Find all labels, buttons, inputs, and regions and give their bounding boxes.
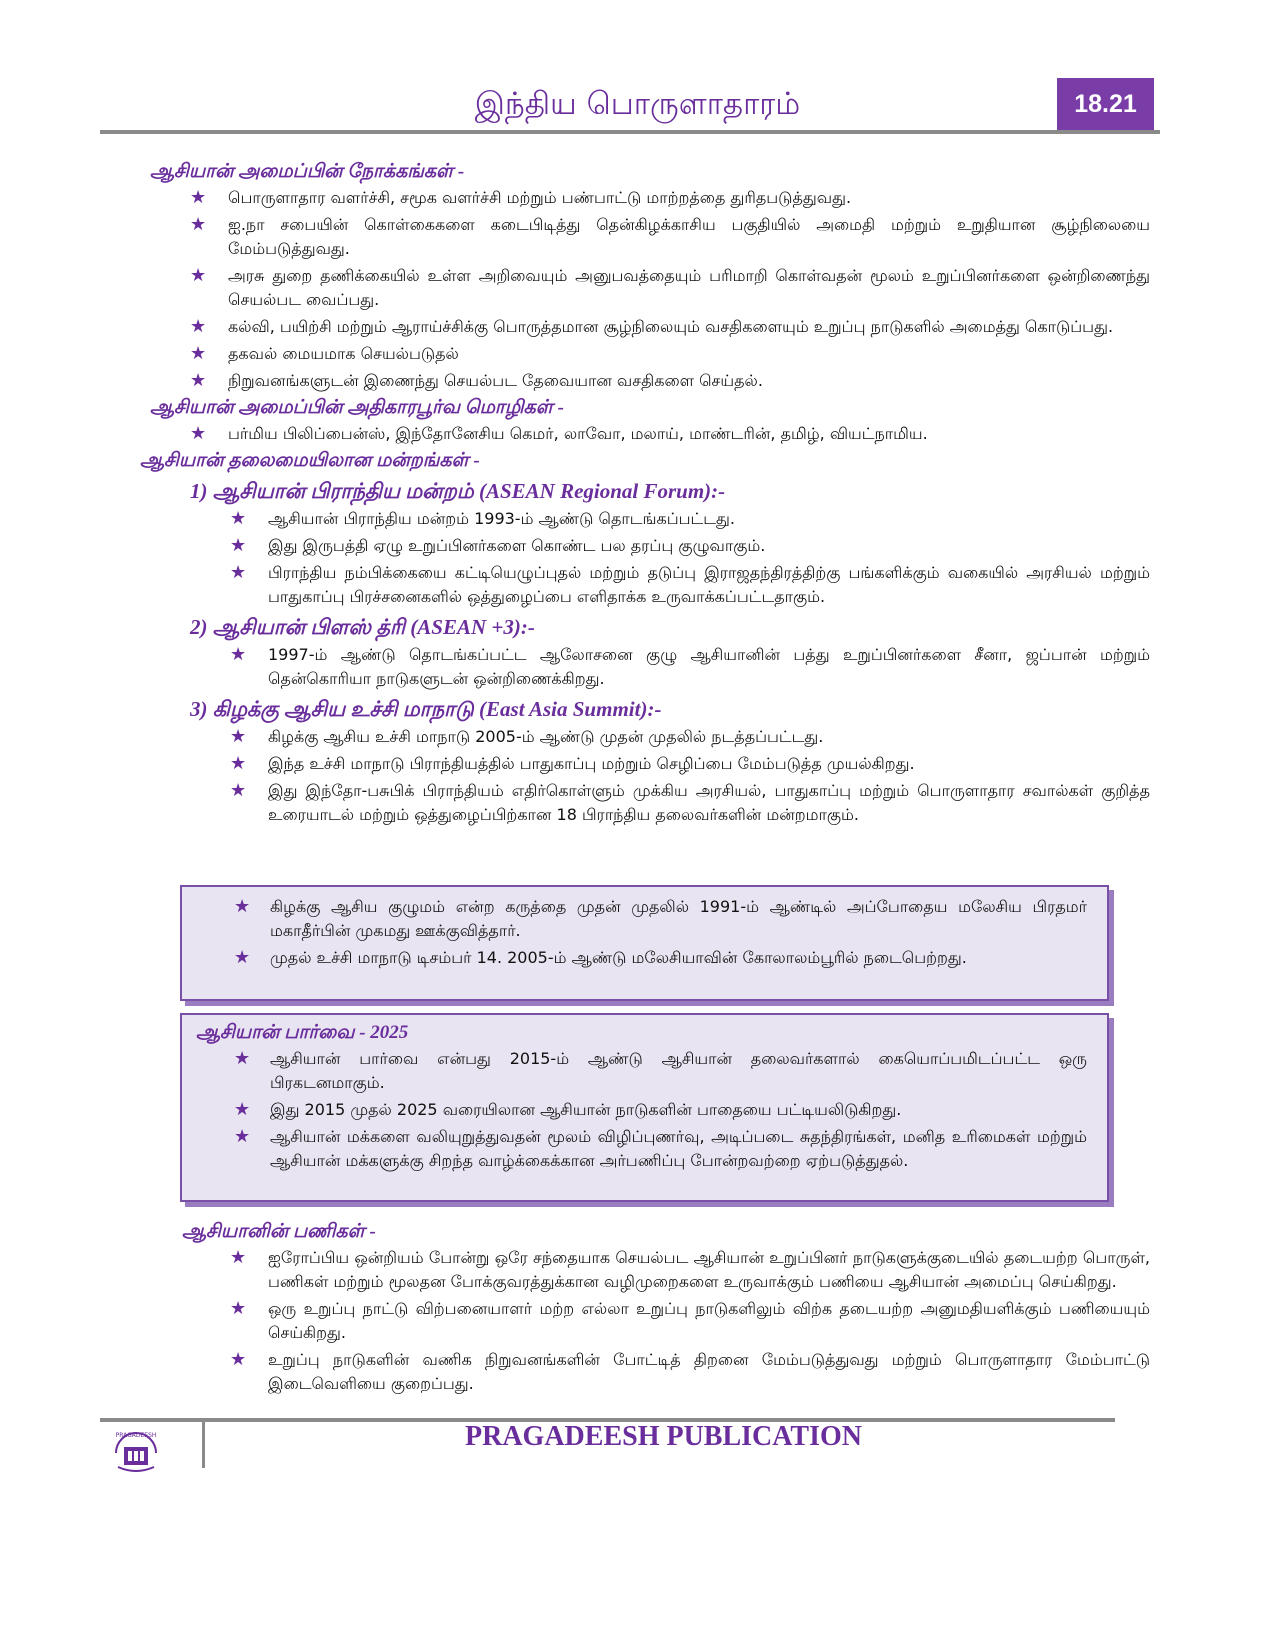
forums-heading: ஆசியான் தலைமையிலான மன்றங்கள் - <box>140 450 480 471</box>
list-item: ★ கல்வி, பயிற்சி மற்றும் ஆராய்ச்சிக்கு பொருத்தமான சூழ்நிலையும் வசதிகளையும் உறுப்பு நாடுகளில் அமைத்து கொடுப்பது. <box>190 316 1114 337</box>
list-item: ★ ஐ.நா சபையின் கொள்கைகளை கடைபிடித்து தென்கிழக்காசிய பகுதியில் அமைதி மற்றும் உறுதியான சூழ்நிலையை மேம்படுத்துவது. <box>190 214 1150 258</box>
page-number-badge: 18.21 <box>1057 78 1154 130</box>
footer-vertical-divider <box>202 1420 205 1468</box>
list-item: ★ கிழக்கு ஆசிய குழுமம் என்ற கருத்தை முதன் முதலில் 1991-ம் ஆண்டில் அப்போதைய மலேசிய பிரதமர் மகாதீர்பின் முகமது ஊக்குவித்தார். <box>234 896 1087 940</box>
list-item: ★ முதல் உச்சி மாநாடு டிசம்பர் 14. 2005-ம் ஆண்டு மலேசியாவின் கோலாலம்பூரில் நடைபெற்றது. <box>234 947 967 968</box>
plus3-list <box>100 643 1160 691</box>
star-bullet-icon: ★ <box>230 1349 247 1370</box>
star-bullet-icon: ★ <box>230 508 247 529</box>
star-bullet-icon: ★ <box>234 947 251 968</box>
list-item: ★ பொருளாதார வளர்ச்சி, சமூக வளர்ச்சி மற்றும் பண்பாட்டு மாற்றத்தை துரிதபடுத்துவது. <box>190 187 852 208</box>
languages-list <box>100 422 1160 446</box>
list-item: ★ இது இந்தோ-பசுபிக் பிராந்தியம் எதிர்கொள்ளும் முக்கிய அரசியல், பாதுகாப்பு மற்றும் பொருளாதார சவால்கள் குறித்த உரையாடல் மற்றும் ஒத்துழைப்பிற்கான 18 பிராந்திய தலைவர்களின் மன்றமாகும். <box>230 780 1150 824</box>
list-item: ★ ஒரு உறுப்பு நாட்டு விற்பனையாளர் மற்ற எல்லா உறுப்பு நாடுகளிலும் விற்க தடையற்ற அனுமதியளிக்கும் பணியையும் செய்கிறது. <box>230 1298 1150 1342</box>
star-bullet-icon: ★ <box>230 535 247 556</box>
objectives-heading: ஆசியான் அமைப்பின் நோக்கங்கள் - <box>150 161 465 182</box>
star-bullet-icon: ★ <box>230 726 247 747</box>
star-bullet-icon: ★ <box>234 1126 251 1147</box>
languages-heading: ஆசியான் அமைப்பின் அதிகாரபூர்வ மொழிகள் - <box>150 397 564 418</box>
list-item: ★ நிறுவனங்களுடன் இணைந்து செயல்பட தேவையான வசதிகளை செய்தல். <box>190 370 763 391</box>
publisher-name: PRAGADEESH PUBLICATION <box>465 1421 862 1452</box>
eas-title: 3) கிழக்கு ஆசிய உச்சி மாநாடு (East Asia Summit):- <box>190 697 662 721</box>
list-item: ★ 1997-ம் ஆண்டு தொடங்கப்பட்ட ஆலோசனை குழு ஆசியானின் பத்து உறுப்பினர்களை சீனா, ஜப்பான் மற்றும் தென்கொரியா நாடுகளுடன் ஒன்றிணைக்கிறது. <box>230 644 1151 688</box>
list-item: ★ ஆசியான் பார்வை என்பது 2015-ம் ஆண்டு ஆசியான் தலைவர்களால் கையொப்பமிடப்பட்ட ஒரு பிரகடனமாகும். <box>234 1048 1087 1092</box>
star-bullet-icon: ★ <box>234 1048 251 1069</box>
star-bullet-icon: ★ <box>230 562 247 583</box>
list-item: ★ இது இருபத்தி ஏழு உறுப்பினர்களை கொண்ட பல தரப்பு குழுவாகும். <box>230 535 766 556</box>
star-bullet-icon: ★ <box>234 896 251 917</box>
publisher-logo-icon <box>108 1425 164 1475</box>
star-bullet-icon: ★ <box>190 187 207 208</box>
star-bullet-icon: ★ <box>190 343 207 364</box>
star-bullet-icon: ★ <box>230 1247 247 1268</box>
list-item: ★ பிராந்திய நம்பிக்கையை கட்டியெழுப்புதல் மற்றும் தடுப்பு இராஜதந்திரத்திற்கு பங்களிக்கும் வகையில் அரசியல் மற்றும் பாதுகாப்பு பிரச்சனைகளில் ஒத்துழைப்பை எளிதாக்க உருவாக்கப்பட்டதாகும். <box>230 562 1150 606</box>
box2-list <box>182 1047 1107 1173</box>
functions-heading: ஆசியானின் பணிகள் - <box>182 1221 376 1242</box>
star-bullet-icon: ★ <box>230 753 247 774</box>
list-item: ★ ஐரோப்பிய ஒன்றியம் போன்று ஒரே சந்தையாக செயல்பட ஆசியான் உறுப்பினர் நாடுகளுக்குடையில் தடையற்ற பொருள், பணிகள் மற்றும் மூலதன போக்குவரத்துக்கான வழிமுறைகளை உருவாக்கும் பணியை ஆசியான் அமைப்பு செய்கிறது. <box>230 1247 1150 1291</box>
star-bullet-icon: ★ <box>190 265 207 286</box>
list-item: ★ ஆசியான் மக்களை வலியுறுத்துவதன் மூலம் விழிப்புணர்வு, அடிப்படை சுதந்திரங்கள், மனித உரிமைகள் மற்றும் ஆசியான் மக்களுக்கு சிறந்த வாழ்க்கைக்கான அர்பணிப்பு போன்றவற்றை ஏற்படுத்துதல். <box>234 1126 1087 1170</box>
arf-title: 1) ஆசியான் பிராந்திய மன்றம் (ASEAN Regional Forum):- <box>190 479 726 503</box>
header-divider <box>100 130 1160 134</box>
logo-text: PRAGADEESH <box>115 1432 157 1439</box>
objectives-list <box>100 186 1160 393</box>
eas-list <box>100 725 1160 827</box>
vision-heading: ஆசியான் பார்வை - 2025 <box>196 1022 409 1043</box>
plus3-title: 2) ஆசியான் பிளஸ் த்ரி (ASEAN +3):- <box>190 615 535 639</box>
star-bullet-icon: ★ <box>190 370 207 391</box>
star-bullet-icon: ★ <box>230 1298 247 1319</box>
star-bullet-icon: ★ <box>230 644 247 665</box>
page-title: இந்திய பொருளாதாரம் <box>474 86 801 122</box>
list-item: ★ கிழக்கு ஆசிய உச்சி மாநாடு 2005-ம் ஆண்டு முதன் முதலில் நடத்தப்பட்டது. <box>230 726 824 747</box>
list-item: ★ தகவல் மையமாக செயல்படுதல் <box>190 343 459 364</box>
list-item: ★ உறுப்பு நாடுகளின் வணிக நிறுவனங்களின் போட்டித் திறனை மேம்படுத்துவது மற்றும் பொருளாதார மேம்பாட்டு இடைவெளியை குறைப்பது. <box>230 1349 1150 1393</box>
star-bullet-icon: ★ <box>234 1099 251 1120</box>
main-content <box>100 158 1160 830</box>
list-item: ★ அரசு துறை தணிக்கையில் உள்ள அறிவையும் அனுபவத்தையும் பரிமாறி கொள்வதன் மூலம் உறுப்பினர்களை ஒன்றிணைந்து செயல்பட வைப்பது. <box>190 265 1150 309</box>
info-box-vision-2025 <box>180 1013 1109 1202</box>
list-item: ★ பர்மிய பிலிப்பைன்ஸ், இந்தோனேசிய கெமர், லாவோ, மலாய், மாண்டரின், தமிழ், வியட்நாமிய. <box>190 423 928 444</box>
star-bullet-icon: ★ <box>230 780 247 801</box>
list-item: ★ இந்த உச்சி மாநாடு பிராந்தியத்தில் பாதுகாப்பு மற்றும் செழிப்பை மேம்படுத்த முயல்கிறது. <box>230 753 915 774</box>
star-bullet-icon: ★ <box>190 316 207 337</box>
star-bullet-icon: ★ <box>190 423 207 444</box>
star-bullet-icon: ★ <box>190 214 207 235</box>
list-item: ★ இது 2015 முதல் 2025 வரையிலான ஆசியான் நாடுகளின் பாதையை பட்டியலிடுகிறது. <box>234 1099 902 1120</box>
arf-list <box>100 507 1160 609</box>
info-box-east-asia <box>180 885 1109 1001</box>
list-item: ★ ஆசியான் பிராந்திய மன்றம் 1993-ம் ஆண்டு தொடங்கப்பட்டது. <box>230 508 735 529</box>
functions-section <box>100 1218 1160 1399</box>
functions-list <box>100 1246 1160 1396</box>
box1-list <box>182 895 1107 970</box>
